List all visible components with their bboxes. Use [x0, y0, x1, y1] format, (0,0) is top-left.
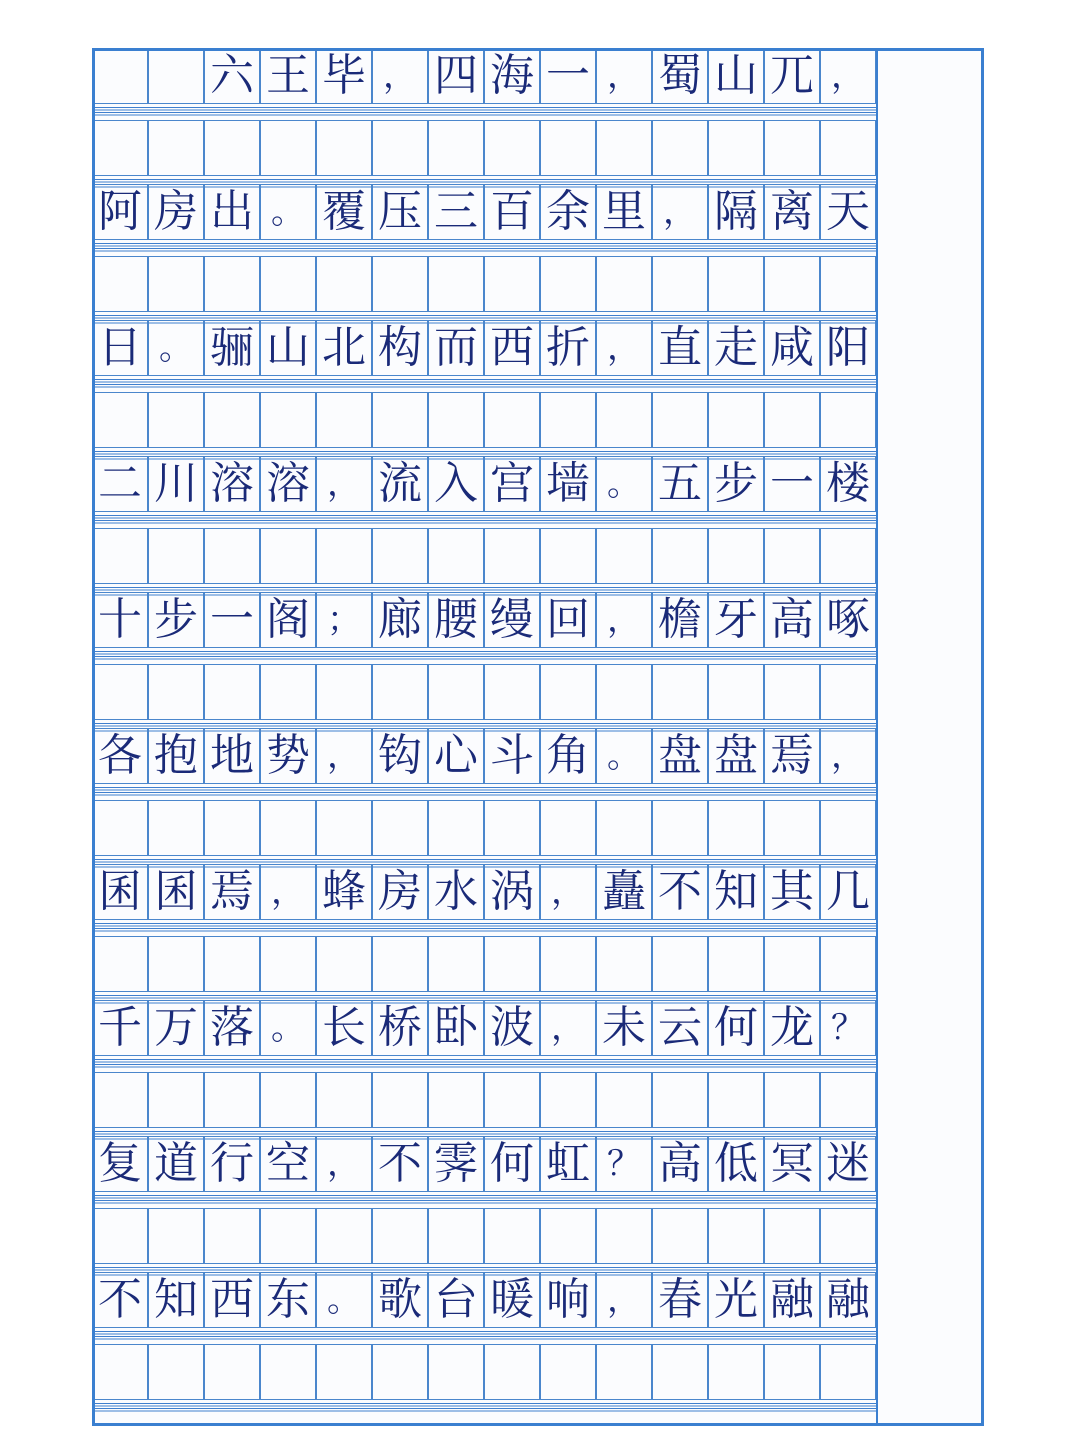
practice-cell [708, 256, 764, 312]
handwritten-character: 卧 [434, 1002, 478, 1053]
practice-cell [92, 800, 148, 856]
handwritten-character: 五 [658, 458, 702, 509]
handwritten-character: 一 [770, 458, 814, 509]
handwritten-character: ， [327, 736, 361, 776]
practice-cell [764, 392, 820, 448]
handwritten-character: 隔 [714, 186, 758, 237]
handwritten-character: 回 [546, 594, 590, 645]
handwritten-character: 宫 [490, 458, 534, 509]
handwritten-character: 啄 [826, 594, 870, 645]
handwritten-character: 。 [271, 192, 305, 232]
handwritten-character: 腰 [434, 594, 478, 645]
handwritten-character: 步 [714, 458, 758, 509]
practice-cell [820, 392, 876, 448]
practice-cell [484, 1344, 540, 1400]
handwritten-character: 道 [154, 1138, 198, 1189]
handwritten-character: 一 [210, 594, 254, 645]
practice-cell [148, 936, 204, 992]
practice-cell [92, 1344, 148, 1400]
handwritten-character: 暖 [490, 1274, 534, 1325]
handwritten-character: ， [551, 1008, 585, 1048]
handwritten-character: ， [607, 56, 641, 96]
handwritten-character: 高 [658, 1138, 702, 1189]
practice-cell [820, 664, 876, 720]
handwritten-character: 四 [434, 50, 478, 101]
handwritten-character: ， [831, 56, 865, 96]
handwritten-character: 入 [434, 458, 478, 509]
practice-cell [316, 664, 372, 720]
handwritten-character: ， [607, 1280, 641, 1320]
practice-cell [372, 800, 428, 856]
handwritten-character: 流 [378, 458, 422, 509]
practice-cell [428, 664, 484, 720]
practice-cell [596, 1072, 652, 1128]
practice-cell [204, 936, 260, 992]
practice-cell [596, 664, 652, 720]
practice-cell [708, 1344, 764, 1400]
handwritten-character: 王 [266, 50, 310, 101]
handwritten-character: 知 [154, 1274, 198, 1325]
ruled-separator [92, 923, 876, 933]
practice-cell [484, 800, 540, 856]
handwritten-character: 焉 [770, 730, 814, 781]
practice-cell [652, 1208, 708, 1264]
handwritten-character: 蜀 [658, 50, 702, 101]
handwritten-character [92, 48, 148, 104]
handwritten-character: 云 [658, 1002, 702, 1053]
practice-cell [92, 120, 148, 176]
practice-cell [540, 1072, 596, 1128]
practice-cell [764, 800, 820, 856]
practice-cell [652, 1072, 708, 1128]
handwritten-character: 二 [98, 458, 142, 509]
handwritten-character: 迷 [826, 1138, 870, 1189]
practice-cell [652, 120, 708, 176]
practice-cell [708, 936, 764, 992]
handwritten-character: 北 [322, 322, 366, 373]
practice-cell [820, 528, 876, 584]
practice-cell [92, 528, 148, 584]
practice-cell [596, 800, 652, 856]
handwritten-character: 冥 [770, 1138, 814, 1189]
practice-cell [148, 800, 204, 856]
practice-cell [484, 528, 540, 584]
practice-cell [428, 120, 484, 176]
practice-cell [652, 800, 708, 856]
practice-cell [260, 120, 316, 176]
ruled-separator [92, 515, 876, 525]
practice-cell [708, 528, 764, 584]
handwritten-character: 长 [322, 1002, 366, 1053]
handwritten-character: 不 [378, 1138, 422, 1189]
handwritten-character: 楼 [826, 458, 870, 509]
handwritten-character: 出 [210, 186, 254, 237]
handwritten-character: 各 [98, 730, 142, 781]
handwritten-character: 走 [714, 322, 758, 373]
handwritten-character: 日 [98, 322, 142, 373]
handwritten-character: 兀 [770, 50, 814, 101]
practice-cell [92, 664, 148, 720]
practice-cell [540, 1208, 596, 1264]
practice-cell [652, 392, 708, 448]
practice-cell [484, 1072, 540, 1128]
practice-cell [316, 1344, 372, 1400]
practice-cell [92, 392, 148, 448]
practice-cell [540, 1344, 596, 1400]
practice-cell [204, 1072, 260, 1128]
practice-cell [708, 120, 764, 176]
handwritten-character: ， [831, 736, 865, 776]
handwritten-character: 步 [154, 594, 198, 645]
practice-cell [204, 800, 260, 856]
practice-cell [428, 800, 484, 856]
practice-cell [484, 936, 540, 992]
practice-cell [316, 800, 372, 856]
handwritten-character: 台 [434, 1274, 478, 1325]
handwritten-character: 缦 [490, 594, 534, 645]
handwritten-character: 斗 [490, 730, 534, 781]
practice-cell [260, 1344, 316, 1400]
handwritten-character: ， [663, 192, 697, 232]
handwritten-character: 东 [266, 1274, 310, 1325]
handwritten-character: 。 [271, 1008, 305, 1048]
handwritten-character: 山 [266, 322, 310, 373]
practice-cell [372, 936, 428, 992]
practice-cell [484, 392, 540, 448]
handwritten-character: 牙 [714, 594, 758, 645]
handwritten-character: 。 [327, 1280, 361, 1320]
practice-cell [708, 800, 764, 856]
handwritten-character: 六 [210, 50, 254, 101]
handwritten-character: 山 [714, 50, 758, 101]
handwritten-character: 骊 [210, 322, 254, 373]
practice-cell [764, 528, 820, 584]
practice-cell [428, 1072, 484, 1128]
practice-cell [652, 528, 708, 584]
practice-cell [204, 1344, 260, 1400]
practice-cell [764, 1208, 820, 1264]
practice-cell [372, 528, 428, 584]
practice-cell [820, 800, 876, 856]
practice-cell [148, 1072, 204, 1128]
practice-cell [372, 392, 428, 448]
handwritten-character: 一 [546, 50, 590, 101]
ruled-separator [92, 1331, 876, 1341]
handwritten-character: 囷 [98, 866, 142, 917]
handwritten-character: 龙 [770, 1002, 814, 1053]
practice-cell [820, 1344, 876, 1400]
handwritten-character: 覆 [322, 186, 366, 237]
practice-cell [204, 1208, 260, 1264]
handwritten-character: 融 [770, 1274, 814, 1325]
practice-cell [316, 392, 372, 448]
ruled-separator [92, 787, 876, 797]
ruled-separator [92, 379, 876, 389]
practice-cell [148, 1344, 204, 1400]
practice-cell [92, 256, 148, 312]
practice-cell [428, 392, 484, 448]
handwritten-character: 水 [434, 866, 478, 917]
ruled-separator [92, 651, 876, 661]
handwritten-character: 何 [490, 1138, 534, 1189]
handwritten-character: 阁 [266, 594, 310, 645]
handwritten-character: 。 [607, 464, 641, 504]
handwritten-character: 构 [378, 322, 422, 373]
handwritten-character: 百 [490, 186, 534, 237]
handwritten-character: 而 [434, 322, 478, 373]
handwritten-character: 不 [98, 1274, 142, 1325]
handwritten-character: ， [327, 1144, 361, 1184]
handwritten-character [148, 48, 204, 104]
practice-cell [652, 256, 708, 312]
practice-cell [428, 936, 484, 992]
handwritten-character: 。 [159, 328, 193, 368]
handwritten-character: 檐 [658, 594, 702, 645]
practice-cell [540, 392, 596, 448]
handwritten-character: 里 [602, 186, 646, 237]
handwritten-character: 溶 [210, 458, 254, 509]
handwritten-character: 几 [826, 866, 870, 917]
practice-cell [428, 1208, 484, 1264]
practice-cell [596, 256, 652, 312]
practice-cell [428, 256, 484, 312]
handwritten-character: 千 [98, 1002, 142, 1053]
handwritten-character: ； [327, 600, 361, 640]
handwritten-character: 溶 [266, 458, 310, 509]
handwritten-character: 角 [546, 730, 590, 781]
practice-cell [820, 1208, 876, 1264]
handwritten-character: 空 [266, 1138, 310, 1189]
handwritten-character: 天 [826, 186, 870, 237]
handwritten-character: 压 [378, 186, 422, 237]
practice-cell [204, 528, 260, 584]
practice-cell [764, 256, 820, 312]
practice-cell [148, 1208, 204, 1264]
practice-cell [372, 120, 428, 176]
handwritten-character: 心 [434, 730, 478, 781]
practice-cell [316, 256, 372, 312]
practice-cell [316, 936, 372, 992]
handwritten-character: 抱 [154, 730, 198, 781]
practice-cell [148, 392, 204, 448]
handwritten-character: 知 [714, 866, 758, 917]
practice-cell [148, 664, 204, 720]
handwritten-character: 咸 [770, 322, 814, 373]
right-margin-line [876, 48, 878, 1426]
practice-cell [148, 256, 204, 312]
practice-cell [316, 120, 372, 176]
practice-cell [708, 392, 764, 448]
handwritten-character: 其 [770, 866, 814, 917]
practice-cell [708, 1208, 764, 1264]
handwritten-character: 行 [210, 1138, 254, 1189]
handwritten-character: ， [607, 328, 641, 368]
handwritten-character: 响 [546, 1274, 590, 1325]
handwritten-character: 囷 [154, 866, 198, 917]
handwritten-character: 高 [770, 594, 814, 645]
handwritten-character: 光 [714, 1274, 758, 1325]
practice-cell [708, 664, 764, 720]
practice-cell [764, 120, 820, 176]
handwritten-character: 势 [266, 730, 310, 781]
practice-cell [596, 1344, 652, 1400]
practice-cell [260, 1208, 316, 1264]
handwritten-character: 盘 [658, 730, 702, 781]
ruled-separator [92, 1059, 876, 1069]
practice-cell [596, 120, 652, 176]
practice-cell [260, 256, 316, 312]
practice-cell [260, 1072, 316, 1128]
handwritten-character: 十 [98, 594, 142, 645]
practice-cell [260, 800, 316, 856]
handwritten-character: 虹 [546, 1138, 590, 1189]
handwritten-character: 三 [434, 186, 478, 237]
practice-cell [316, 528, 372, 584]
practice-cell [204, 664, 260, 720]
handwritten-character: ， [551, 872, 585, 912]
practice-cell [708, 1072, 764, 1128]
ruled-separator [92, 107, 876, 117]
practice-cell [596, 392, 652, 448]
handwritten-character: 房 [378, 866, 422, 917]
practice-cell [484, 1208, 540, 1264]
practice-cell [540, 120, 596, 176]
handwritten-character: 不 [658, 866, 702, 917]
practice-cell [596, 936, 652, 992]
practice-cell [540, 528, 596, 584]
practice-cell [540, 256, 596, 312]
practice-cell [260, 664, 316, 720]
practice-cell [428, 528, 484, 584]
practice-cell [428, 1344, 484, 1400]
handwritten-character: 何 [714, 1002, 758, 1053]
ruled-separator [92, 1403, 876, 1413]
handwritten-character: 复 [98, 1138, 142, 1189]
handwritten-character: 低 [714, 1138, 758, 1189]
handwritten-character: 融 [826, 1274, 870, 1325]
handwritten-character: 波 [490, 1002, 534, 1053]
practice-cell [652, 936, 708, 992]
handwritten-character: 折 [546, 322, 590, 373]
practice-cell [316, 1208, 372, 1264]
handwritten-character: ？ [607, 1144, 641, 1184]
practice-cell [596, 528, 652, 584]
handwritten-character: 离 [770, 186, 814, 237]
practice-cell [540, 936, 596, 992]
practice-cell [204, 392, 260, 448]
handwritten-character: ， [327, 464, 361, 504]
handwritten-character: 海 [490, 50, 534, 101]
handwritten-character: 地 [210, 730, 254, 781]
handwritten-character: 霁 [434, 1138, 478, 1189]
practice-cell [372, 1344, 428, 1400]
handwritten-character: 钩 [378, 730, 422, 781]
practice-cell [764, 1344, 820, 1400]
ruled-separator [92, 1195, 876, 1205]
practice-cell [652, 664, 708, 720]
handwritten-character: 春 [658, 1274, 702, 1325]
handwritten-character: 焉 [210, 866, 254, 917]
practice-cell [820, 1072, 876, 1128]
handwritten-character: 落 [210, 1002, 254, 1053]
practice-cell [148, 120, 204, 176]
handwritten-character: ， [607, 600, 641, 640]
practice-cell [820, 120, 876, 176]
handwritten-character: 直 [658, 322, 702, 373]
practice-cell [260, 528, 316, 584]
handwritten-character: 西 [210, 1274, 254, 1325]
practice-cell [372, 1072, 428, 1128]
practice-cell [260, 936, 316, 992]
practice-cell [92, 1072, 148, 1128]
handwritten-character: 桥 [378, 1002, 422, 1053]
practice-cell [540, 664, 596, 720]
handwritten-character: ？ [831, 1008, 865, 1048]
handwritten-character: ， [271, 872, 305, 912]
handwritten-character: 。 [607, 736, 641, 776]
practice-cell [484, 256, 540, 312]
handwritten-character: 余 [546, 186, 590, 237]
handwritten-character: 矗 [602, 866, 646, 917]
practice-cell [148, 528, 204, 584]
practice-cell [540, 800, 596, 856]
practice-cell [596, 1208, 652, 1264]
practice-cell [764, 664, 820, 720]
handwritten-character: ， [383, 56, 417, 96]
handwritten-character: 万 [154, 1002, 198, 1053]
practice-cell [92, 1208, 148, 1264]
handwritten-character: 涡 [490, 866, 534, 917]
handwritten-character: 西 [490, 322, 534, 373]
practice-cell [820, 256, 876, 312]
practice-cell [372, 256, 428, 312]
practice-cell [92, 936, 148, 992]
practice-cell [764, 1072, 820, 1128]
practice-cell [204, 256, 260, 312]
handwritten-character: 盘 [714, 730, 758, 781]
handwritten-character: 川 [154, 458, 198, 509]
handwritten-character: 蜂 [322, 866, 366, 917]
practice-cell [316, 1072, 372, 1128]
practice-cell [484, 664, 540, 720]
practice-cell [652, 1344, 708, 1400]
handwritten-character: 阿 [98, 186, 142, 237]
handwritten-character: 墙 [546, 458, 590, 509]
practice-cell [260, 392, 316, 448]
practice-cell [484, 120, 540, 176]
practice-cell [764, 936, 820, 992]
practice-cell [372, 664, 428, 720]
handwritten-character: 阳 [826, 322, 870, 373]
handwritten-character: 廊 [378, 594, 422, 645]
practice-cell [372, 1208, 428, 1264]
handwritten-character: 歌 [378, 1274, 422, 1325]
ruled-separator [92, 243, 876, 253]
handwritten-character: 未 [602, 1002, 646, 1053]
practice-cell [204, 120, 260, 176]
handwritten-character: 毕 [322, 50, 366, 101]
practice-cell [820, 936, 876, 992]
handwritten-character: 房 [154, 186, 198, 237]
